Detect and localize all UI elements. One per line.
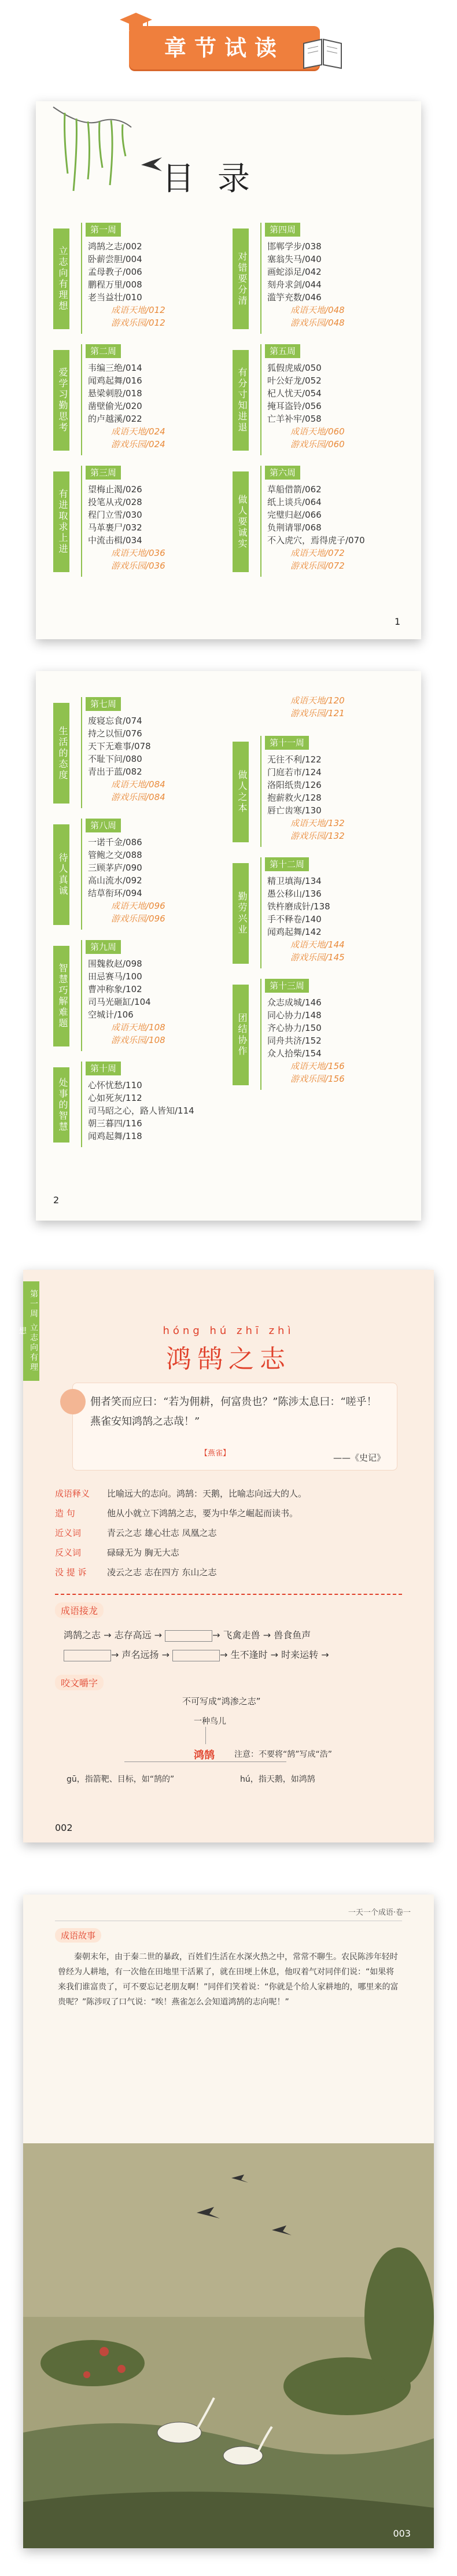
center-word: 鸿鹄 [194, 1749, 215, 1761]
running-header: 一天一个成语·卷一 [348, 1908, 411, 1917]
toc-extra-entry[interactable]: 成语天地/036 [111, 548, 165, 558]
blank-box[interactable] [64, 1650, 111, 1661]
title-pinyin: hóng hú zhī zhì [163, 1325, 294, 1337]
toc-entry[interactable]: 负荆请罪/068 [267, 522, 322, 533]
definition-value: 青云之志 雄心壮志 凤凰之志 [107, 1528, 217, 1538]
toc-entry[interactable]: 三顾茅庐/090 [88, 863, 142, 873]
blank-box[interactable] [165, 1630, 212, 1642]
swallow-icon [140, 156, 163, 174]
toc-entry[interactable]: 凿壁偷光/020 [88, 401, 142, 411]
toc-extra-entry[interactable]: 成语天地/108 [111, 1022, 165, 1033]
toc-entry[interactable]: 亡羊补牢/058 [267, 414, 322, 424]
lesson-title: 鸿鹄之志 [166, 1344, 291, 1374]
toc-entry[interactable]: 邯郸学步/038 [267, 241, 322, 252]
toc-entry[interactable]: 众人拾柴/154 [267, 1048, 322, 1059]
toc-entry[interactable]: 画蛇添足/042 [267, 267, 322, 277]
toc-page-2 [36, 671, 421, 1221]
definition-key: 造 句 [55, 1508, 75, 1519]
birds-painting [23, 2143, 434, 2548]
toc-entry[interactable]: 掩耳盗铃/056 [267, 401, 322, 411]
definition-row [55, 1543, 402, 1562]
theme-label: 爱学习勤思考 [53, 350, 69, 451]
toc-extra-entry[interactable]: 游戏乐园/072 [290, 561, 345, 571]
week-label: 第十周 [86, 1062, 121, 1075]
theme-label: 智慧巧解难题 [53, 946, 69, 1046]
toc-entry[interactable]: 闻鸡起舞/016 [88, 375, 142, 386]
week-label: 第七周 [86, 697, 121, 711]
week-label: 第十二周 [265, 857, 309, 871]
toc-entry[interactable]: 的卢越溪/022 [88, 414, 142, 424]
toc-entry[interactable]: 围魏救赵/098 [88, 959, 142, 969]
toc-extra-entry[interactable]: 成语天地/084 [111, 779, 165, 790]
week-label: 第三周 [86, 466, 121, 480]
definition-value: 比喻远大的志向。鸿鹄：天鹅，比喻志向远大的人。 [107, 1488, 307, 1499]
toc-entry[interactable]: 不入虎穴，焉得虎子/070 [267, 535, 365, 546]
toc-entry[interactable]: 齐心协力/150 [267, 1023, 322, 1033]
willow-branch-icon [47, 104, 134, 202]
toc-entry[interactable]: 中流击楫/034 [88, 535, 142, 546]
toc-entry[interactable]: 众志成城/146 [267, 997, 322, 1008]
toc-entry[interactable]: 洛阳纸贵/126 [267, 780, 322, 790]
toc-extra-entry[interactable]: 成语天地/120 [290, 695, 345, 706]
toc-entry[interactable]: 一诺千金/086 [88, 837, 142, 847]
definition-key: 近义词 [55, 1528, 82, 1538]
toc-entry[interactable]: 鹏程万里/008 [88, 279, 142, 290]
toc-extra-entry[interactable]: 成语天地/132 [290, 818, 345, 828]
toc-extra-entry[interactable]: 成语天地/012 [111, 305, 165, 315]
quote-circle-icon [60, 1389, 86, 1414]
toc-entry[interactable]: 孟母教子/006 [88, 267, 142, 277]
toc-extra-entry[interactable]: 游戏乐园/060 [290, 439, 345, 449]
toc-entry[interactable]: 不耻下问/080 [88, 754, 142, 764]
toc-entry[interactable]: 精卫填海/134 [267, 876, 322, 886]
toc-entry[interactable]: 管鲍之交/088 [88, 850, 142, 860]
quote-box [72, 1383, 397, 1471]
definition-key: 成语释义 [55, 1488, 90, 1499]
toc-entry[interactable]: 狐假虎威/050 [267, 363, 322, 373]
week-label: 第二周 [86, 344, 121, 358]
theme-label: 有进取求上进 [53, 471, 69, 572]
lesson-page [17, 1270, 434, 1842]
toc-entry[interactable]: 门庭若市/124 [267, 767, 322, 777]
toc-entry[interactable]: 刻舟求剑/044 [267, 279, 322, 290]
toc-extra-entry[interactable]: 游戏乐园/096 [111, 913, 165, 924]
toc-extra-entry[interactable]: 游戏乐园/108 [111, 1035, 165, 1045]
toc-page-1 [36, 101, 421, 639]
theme-label: 待人真诚 [53, 824, 69, 925]
toc-title: 目录 [162, 160, 273, 198]
divider [55, 1594, 402, 1595]
toc-extra-entry[interactable]: 游戏乐园/024 [111, 439, 165, 449]
toc-entry[interactable]: 天下无难事/078 [88, 741, 151, 751]
theme-label: 做人之本 [233, 742, 249, 842]
toc-entry[interactable]: 抱薪救火/128 [267, 793, 322, 803]
book-icon [301, 35, 344, 69]
theme-label: 处事的智慧 [53, 1067, 69, 1143]
toc-entry[interactable]: 同舟共济/152 [267, 1035, 322, 1046]
toc-entry[interactable]: 望梅止渴/026 [88, 484, 142, 495]
toc-extra-entry[interactable]: 成语天地/060 [290, 426, 345, 437]
toc-entry[interactable]: 马革裹尸/032 [88, 522, 142, 533]
toc-entry[interactable]: 投笔从戎/028 [88, 497, 142, 507]
toc-entry[interactable]: 滥竽充数/046 [267, 292, 322, 303]
toc-entry[interactable]: 空城计/106 [88, 1009, 134, 1020]
toc-entry[interactable]: 韦编三绝/014 [88, 363, 142, 373]
toc-entry[interactable]: 司马光砸缸/104 [88, 997, 151, 1007]
chapter-banner: 章节试读 [129, 26, 320, 69]
toc-entry[interactable]: 卧薪尝胆/004 [88, 254, 142, 264]
toc-entry[interactable]: 完璧归赵/066 [267, 510, 322, 520]
toc-extra-entry[interactable]: 成语天地/156 [290, 1061, 345, 1071]
week-side-tag: 第一周 立志向有理想 [23, 1281, 39, 1381]
toc-entry[interactable]: 朝三暮四/116 [88, 1118, 142, 1129]
toc-entry[interactable]: 闻鸡起舞/118 [88, 1131, 142, 1141]
quote-tag: 【燕雀】 [200, 1449, 231, 1458]
toc-entry[interactable]: 闻鸡起舞/142 [267, 927, 322, 937]
toc-entry[interactable]: 叶公好龙/052 [267, 375, 322, 386]
toc-entry[interactable]: 司马昭之心，路人皆知/114 [88, 1105, 194, 1116]
theme-label: 做人要诚实 [233, 471, 249, 572]
toc-entry[interactable]: 铁杵磨成针/138 [267, 901, 330, 912]
week-label: 第九周 [86, 940, 121, 954]
toc-entry[interactable]: 结草衔环/094 [88, 888, 142, 898]
idiom-chain: 鸿鹄之志 → 志存高远 → → 飞禽走兽 → 兽食鱼声 → 声名远扬 → → 生不逢时 → 时来运转 → [64, 1630, 329, 1660]
toc-extra-entry[interactable]: 成语天地/048 [290, 305, 345, 315]
definition-row [55, 1503, 402, 1523]
week-label: 第十一周 [265, 736, 309, 750]
toc-entry[interactable]: 青出于蓝/082 [88, 766, 142, 777]
definitions [55, 1484, 402, 1582]
story-title: 成语故事 [55, 1928, 101, 1943]
toc-extra-entry[interactable]: 游戏乐园/156 [290, 1074, 345, 1084]
toc-entry[interactable]: 鸿鹄之志/002 [88, 241, 142, 252]
toc-entry[interactable]: 无往不利/122 [267, 754, 322, 765]
chain-title: 成语接龙 [55, 1602, 104, 1618]
toc-entry[interactable]: 手不释卷/140 [267, 914, 322, 924]
quote-text: 佣者笑而应曰：“若为佣耕，何富贵也？”陈涉太息曰：“嗟乎！燕雀安知鸿鹄之志哉！” [90, 1396, 377, 1428]
page-number: 002 [55, 1822, 73, 1833]
toc-entry[interactable]: 愚公移山/136 [267, 889, 322, 899]
learn-title: 咬文嚼字 [55, 1675, 104, 1690]
page-number: 2 [53, 1195, 60, 1206]
definition-value: 碌碌无为 胸无大志 [107, 1547, 179, 1558]
toc-entry[interactable]: 纸上谈兵/064 [267, 497, 322, 507]
toc-extra-entry[interactable]: 游戏乐园/048 [290, 318, 345, 328]
definition-value: 凌云之志 志在四方 东山之志 [107, 1567, 217, 1578]
toc-entry[interactable]: 杞人忧天/054 [267, 388, 322, 399]
toc-entry[interactable]: 废寝忘食/074 [88, 716, 142, 726]
week-label: 第一周 [86, 223, 121, 237]
toc-entry[interactable]: 程门立雪/030 [88, 510, 142, 520]
toc-extra-entry[interactable]: 成语天地/072 [290, 548, 345, 558]
theme-label: 勤劳兴业 [233, 863, 249, 964]
toc-extra-entry[interactable]: 游戏乐园/036 [111, 561, 165, 571]
week-label: 第八周 [86, 819, 121, 832]
toc-extra-entry[interactable]: 游戏乐园/012 [111, 318, 165, 328]
toc-entry[interactable]: 曹冲称象/102 [88, 984, 142, 994]
week-label: 第十三周 [265, 979, 309, 993]
toc-extra-entry[interactable]: 游戏乐园/084 [111, 792, 165, 802]
week-label: 第四周 [265, 223, 300, 237]
toc-extra-entry[interactable]: 成语天地/024 [111, 426, 165, 437]
character-diagram: 不可写成“鸿渗之志” 一种鸟儿 鸿鹄 注意：不要将“鹄”写成“浩” gū，指箭靶、目标，如“鹄的” hú，指天鹅，如鸿鹄 [67, 1696, 333, 1784]
toc-extra-entry[interactable]: 成语天地/096 [111, 901, 165, 911]
story-page [23, 1895, 434, 2548]
week-label: 第六周 [265, 466, 300, 480]
toc-entry[interactable]: 田忌赛马/100 [88, 971, 142, 982]
definition-row [55, 1562, 402, 1582]
definition-row [55, 1523, 402, 1543]
theme-label: 立志向有理想 [53, 229, 69, 329]
theme-label: 有分寸知进退 [233, 350, 249, 451]
definition-key: 反义词 [55, 1547, 82, 1558]
toc-entry[interactable]: 悬梁刺股/018 [88, 388, 142, 399]
header [0, 0, 457, 95]
story-text: 秦朝末年，由于秦二世的暴政，百姓们生活在水深火热之中，常常不聊生。农民陈涉年轻时曾经为人耕地，有一次他在田地里干活累了，就在田埂上休息，他叹着气对同伴们说：“如果将来我们谁富贵了，可不要忘记老朋友啊！”同伴们笑着说：“你就是个给人家耕地的，哪里来的富贵呢？”陈涉叹了口气说：“唉！燕雀怎么会知道鸿鹄的志向呢！” [58, 1952, 399, 2007]
toc-entry[interactable]: 持之以恒/076 [88, 728, 142, 739]
page-number: 003 [393, 2528, 411, 2539]
toc-entry[interactable]: 同心协力/148 [267, 1010, 322, 1020]
toc-entry[interactable]: 老当益壮/010 [88, 292, 142, 303]
definition-row [55, 1484, 402, 1503]
toc-extra-entry[interactable]: 游戏乐园/132 [290, 831, 345, 841]
toc-entry[interactable]: 心如死灰/112 [88, 1093, 142, 1103]
blank-box[interactable] [172, 1650, 220, 1661]
quote-source: ——《史记》 [333, 1453, 385, 1463]
week-label: 第五周 [265, 344, 300, 358]
theme-label: 对错要分清 [233, 229, 249, 329]
toc-entry[interactable]: 塞翁失马/040 [267, 254, 322, 264]
toc-entry[interactable]: 心怀忧愁/110 [88, 1080, 142, 1090]
toc-extra-entry[interactable]: 成语天地/144 [290, 939, 345, 950]
theme-label: 团结协作 [233, 985, 249, 1085]
page-number: 1 [395, 616, 401, 627]
toc-extra-entry[interactable]: 游戏乐园/121 [290, 708, 345, 718]
toc-entry[interactable]: 高山流水/092 [88, 875, 142, 886]
theme-label: 生活的态度 [53, 703, 69, 804]
definition-value: 他从小就立下鸿鹄之志，要为中华之崛起而读书。 [107, 1508, 298, 1519]
definition-key: 没 提 诉 [55, 1567, 87, 1578]
toc-entry[interactable]: 草船借箭/062 [267, 484, 322, 495]
toc-entry[interactable]: 唇亡齿寒/130 [267, 805, 322, 816]
toc-extra-entry[interactable]: 游戏乐园/145 [290, 952, 345, 963]
